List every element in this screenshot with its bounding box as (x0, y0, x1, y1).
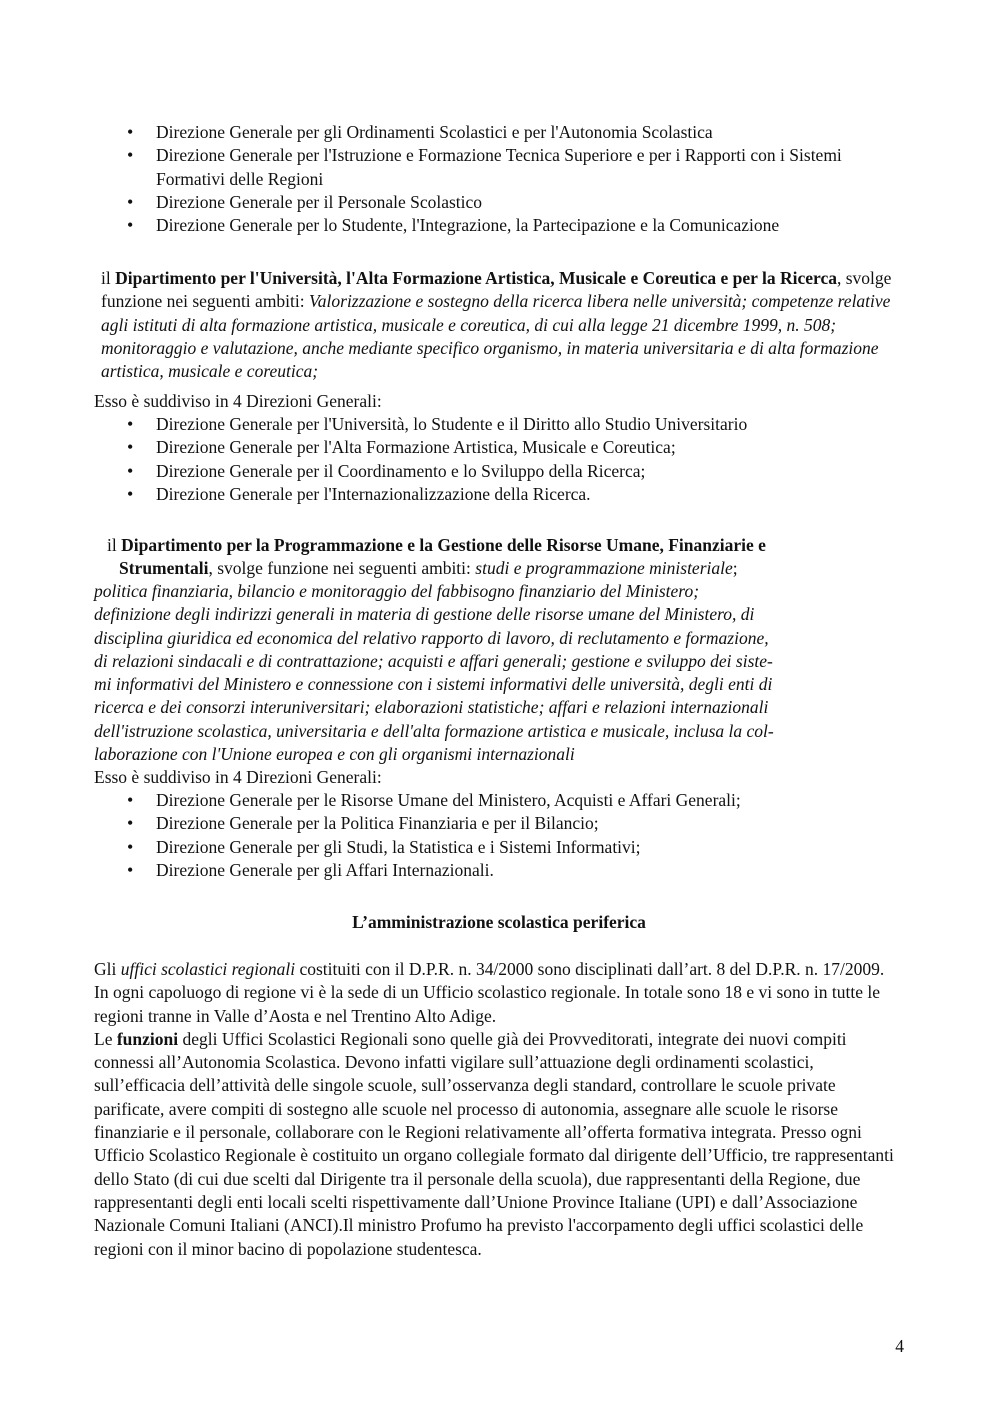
list-item: • Direzione Generale per l'Alta Formazione Artistica, Musicale e Coreutica; (94, 436, 904, 459)
ambiti-line: politica finanziaria, bilancio e monitoraggio del fabbisogno finanziario del Ministero; (94, 581, 700, 601)
dept-name-line2: Strumentali (119, 558, 209, 578)
ambiti-line: di relazioni sindacali e di contrattazione; acquisti e affari generali; gestione e sviluppo dei siste- (94, 650, 773, 671)
para-text: degli Uffici Scolastici Regionali sono quelle già dei Provveditorati, integrate dei nuovi compiti connessi all’Autonomia Scolastica. Devono infatti vigilare sull’attuazione degli ordinamenti scolastici, sull’efficacia dell’attività delle singole scuole, sull’osservanza degli standard, controllare le scuole private parificate, avere compiti di sostegno alle scuole nel processo di autonomia, assegnare alle scuole le risorse finanziarie e il personale, collaborare con le Regioni relativamente all’offerta formativa integrata. Presso ogni Ufficio Scolastico Regionale è costituito un organo collegiale formato dal dirigente dell’Ufficio, tre rappresentanti dello Stato (di cui due scelti dal Dirigente tra il personale della scuola), due rappresentanti della Regione, due rappresentanti degli enti locali scelti rispettivamente dall’Unione Province Italiane (UPI) e dall’Associazione Nazionale Comuni Italiani (ANCI).Il ministro Profumo ha previsto l'accorpamento degli uffici scolastici delle regioni con il minor bacino di popolazione studentesca. (94, 1028, 894, 1259)
dept-programmazione-heading (107, 534, 904, 557)
para-emphasis: uffici scolastici regionali (120, 959, 296, 979)
list-item: • Direzione Generale per la Politica Finanziaria e per il Bilancio; (94, 812, 904, 835)
ambiti-line: definizione degli indirizzi generali in materia di gestione delle risorse umane del Ministero, di (94, 604, 755, 625)
list-item: • Direzione Generale per l'Istruzione e Formazione Tecnica Superiore e per i Rapporti con i Sistemi Formativi delle Regioni (94, 144, 904, 191)
section-heading: L’amministrazione scolastica periferica (352, 912, 646, 932)
para-text: Gli (94, 959, 121, 979)
dept-programmazione-line2 (119, 557, 904, 580)
page-number: 4 (895, 1336, 904, 1356)
list-item: • Direzione Generale per l'Internazionalizzazione della Ricerca. (94, 483, 904, 506)
ambiti-line: laborazione con l'Unione europea e con gli organismi internazionali (94, 744, 575, 765)
para-text: Le (94, 1028, 117, 1049)
dept-universita-suddiviso: Esso è suddiviso in 4 Direzioni Generali: (94, 391, 382, 411)
list-item: • Direzione Generale per gli Ordinamenti Scolastici e per l'Autonomia Scolastica (94, 121, 904, 144)
para-strong: funzioni (116, 1028, 179, 1049)
list-item: • Direzione Generale per gli Affari Internazionali. (94, 859, 904, 882)
body-paragraph (94, 958, 900, 1261)
list-item: • Direzione Generale per gli Studi, la Statistica e i Sistemi Informativi; (94, 836, 904, 859)
list-programmazione (94, 789, 904, 882)
dept-ambiti: Valorizzazione e sostegno della ricerca libera nelle università; competenze relative agli istituti di alta formazione artistica, musicale e coreutica, di cui alla legge 21 dicembre 1999, n. 508; monitoraggio e valutazione, anche mediante specifico organismo, in materia universitaria e di alta formazione artistica, musicale e coreutica; (101, 291, 891, 382)
para-text: costituiti con il D.P.R. n. 34/2000 sono disciplinati dall’art. 8 del D.P.R. n. 17/2009. In ogni capoluogo di regione vi è la sede di un Ufficio scolastico regionale. In totale sono 18 e vi sono in tutte le regioni tranne in Valle d’Aosta e nel Trentino Alto Adige. (94, 959, 885, 1026)
list-item: • Direzione Generale per lo Studente, l'Integrazione, la Partecipazione e la Comunicazione (94, 214, 904, 237)
dept-sep: ; (732, 558, 738, 578)
dept-ambiti-first: studi e programmazione ministeriale (475, 558, 733, 578)
ambiti-line: mi informativi del Ministero e connessione con i sistemi informativi delle università, degli enti di (94, 674, 773, 695)
dept-middle: , svolge funzione nei seguenti ambiti: (101, 268, 892, 312)
ambiti-line: disciplina giuridica ed economica del relativo rapporto di lavoro, di reclutamento e formazione, (94, 627, 769, 648)
list-universita (94, 413, 904, 506)
dept-prefix: il (101, 268, 116, 288)
list-item: • Direzione Generale per le Risorse Umane del Ministero, Acquisti e Affari Generali; (94, 789, 904, 812)
dept-name-line1: Dipartimento per la Programmazione e la Gestione delle Risorse Umane, Finanziarie e (121, 535, 766, 555)
ambiti-line: ricerca e dei consorzi interuniversitari; elaborazioni statistiche; affari e relazioni internazionali (94, 697, 769, 718)
list-item: • Direzione Generale per l'Università, lo Studente e il Diritto allo Studio Universitario (94, 413, 904, 436)
dept-prefix: il (107, 535, 122, 555)
ambiti-line: dell'istruzione scolastica, universitaria e dell'alta formazione artistica e musicale, inclusa la col- (94, 720, 774, 741)
list-top (94, 121, 904, 237)
dept-programmazione-suddiviso: Esso è suddiviso in 4 Direzioni Generali: (94, 767, 382, 787)
list-item: • Direzione Generale per il Personale Scolastico (94, 191, 904, 214)
dept-middle: , svolge funzione nei seguenti ambiti: (208, 558, 476, 578)
dept-universita-paragraph (101, 267, 904, 383)
dept-programmazione-ambiti (94, 580, 904, 766)
list-item: • Direzione Generale per il Coordinamento e lo Sviluppo della Ricerca; (94, 460, 904, 483)
dept-name: Dipartimento per l'Università, l'Alta Formazione Artistica, Musicale e Coreutica e per la Ricerca (115, 268, 837, 288)
